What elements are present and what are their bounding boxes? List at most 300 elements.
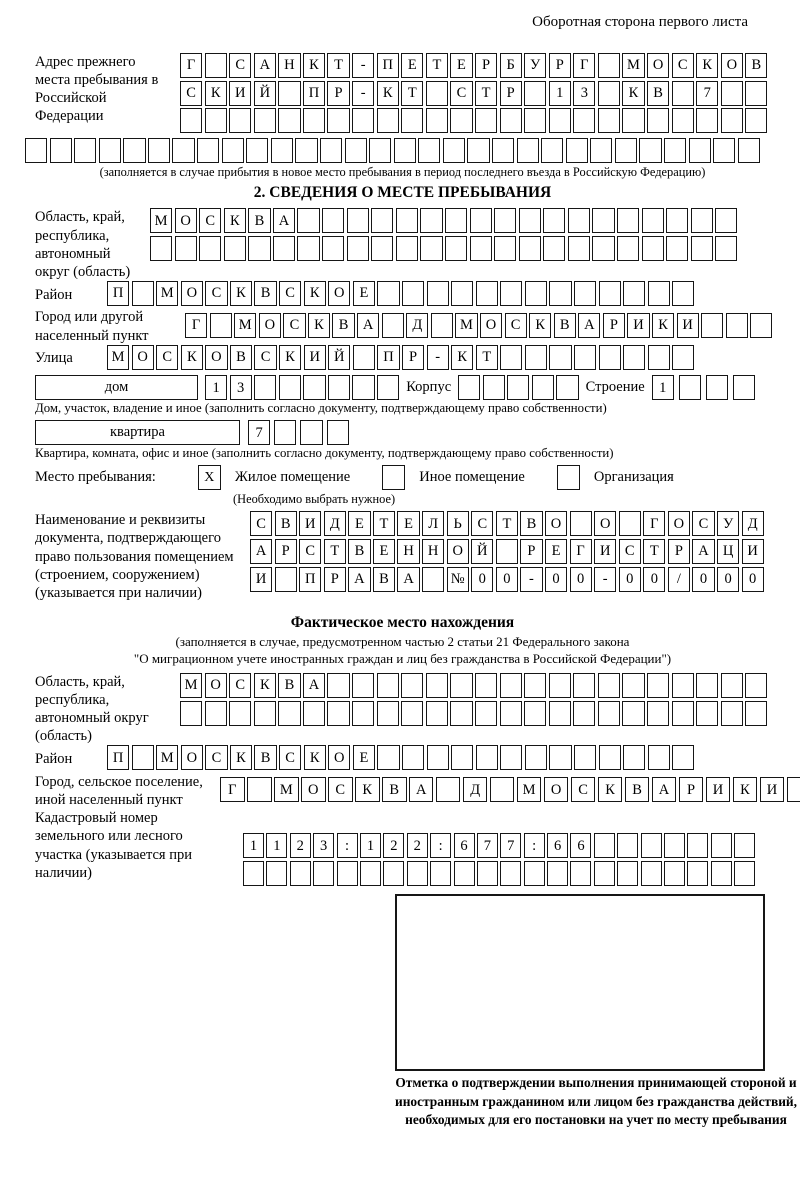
form-cell[interactable]: : <box>430 833 451 858</box>
form-cell[interactable]: М <box>180 673 202 698</box>
form-cell[interactable] <box>278 81 300 106</box>
form-cell[interactable] <box>517 138 539 163</box>
form-cell[interactable] <box>687 833 708 858</box>
form-cell[interactable]: С <box>279 745 301 770</box>
form-cell[interactable]: Т <box>496 511 518 536</box>
form-cell[interactable]: В <box>382 777 407 802</box>
form-cell[interactable] <box>691 208 713 233</box>
form-cell[interactable]: К <box>733 777 758 802</box>
form-cell[interactable]: К <box>279 345 301 370</box>
form-cell[interactable] <box>383 861 404 886</box>
form-cell[interactable]: Г <box>573 53 595 78</box>
form-cell[interactable]: С <box>450 81 472 106</box>
form-cell[interactable] <box>549 281 571 306</box>
form-cell[interactable] <box>617 861 638 886</box>
form-cell[interactable]: О <box>447 539 469 564</box>
form-cell[interactable]: Р <box>475 53 497 78</box>
form-cell[interactable]: 1 <box>266 833 287 858</box>
form-cell[interactable] <box>599 281 621 306</box>
form-cell[interactable] <box>598 81 620 106</box>
form-cell[interactable] <box>549 745 571 770</box>
form-cell[interactable]: С <box>279 281 301 306</box>
form-cell[interactable]: - <box>520 567 542 592</box>
form-cell[interactable]: О <box>594 511 616 536</box>
form-cell[interactable] <box>74 138 96 163</box>
form-cell[interactable]: А <box>397 567 419 592</box>
form-cell[interactable]: 0 <box>717 567 739 592</box>
form-cell[interactable]: В <box>230 345 252 370</box>
form-cell[interactable]: М <box>107 345 129 370</box>
form-cell[interactable]: В <box>647 81 669 106</box>
form-cell[interactable] <box>445 236 467 261</box>
form-cell[interactable] <box>622 673 644 698</box>
form-cell[interactable] <box>303 108 325 133</box>
form-cell[interactable]: - <box>352 81 374 106</box>
form-cell[interactable]: С <box>229 673 251 698</box>
form-cell[interactable] <box>615 138 637 163</box>
form-cell[interactable] <box>733 375 755 400</box>
form-cell[interactable] <box>525 345 547 370</box>
form-cell[interactable]: Р <box>668 539 690 564</box>
form-cell[interactable] <box>382 313 404 338</box>
form-cell[interactable] <box>566 138 588 163</box>
form-cell[interactable] <box>224 236 246 261</box>
form-cell[interactable] <box>599 745 621 770</box>
form-cell[interactable]: С <box>250 511 272 536</box>
form-cell[interactable] <box>445 208 467 233</box>
form-cell[interactable] <box>734 833 755 858</box>
form-cell[interactable]: О <box>545 511 567 536</box>
form-cell[interactable] <box>622 701 644 726</box>
form-cell[interactable]: О <box>259 313 281 338</box>
form-cell[interactable]: Е <box>545 539 567 564</box>
form-cell[interactable] <box>243 861 264 886</box>
form-cell[interactable] <box>524 701 546 726</box>
form-cell[interactable]: 1 <box>652 375 674 400</box>
form-cell[interactable]: 2 <box>290 833 311 858</box>
form-cell[interactable]: А <box>578 313 600 338</box>
form-cell[interactable]: П <box>299 567 321 592</box>
form-cell[interactable]: Е <box>353 745 375 770</box>
form-cell[interactable] <box>470 208 492 233</box>
form-cell[interactable]: К <box>230 745 252 770</box>
form-cell[interactable] <box>402 745 424 770</box>
form-cell[interactable] <box>450 673 472 698</box>
form-cell[interactable]: Е <box>373 539 395 564</box>
form-cell[interactable] <box>199 236 221 261</box>
form-cell[interactable]: С <box>205 281 227 306</box>
form-cell[interactable] <box>426 701 448 726</box>
form-cell[interactable] <box>401 673 423 698</box>
form-cell[interactable]: И <box>627 313 649 338</box>
form-cell[interactable] <box>648 745 670 770</box>
form-cell[interactable]: А <box>254 53 276 78</box>
form-cell[interactable] <box>507 375 529 400</box>
form-cell[interactable]: В <box>745 53 767 78</box>
form-cell[interactable] <box>407 861 428 886</box>
form-cell[interactable] <box>273 236 295 261</box>
form-cell[interactable] <box>715 236 737 261</box>
form-cell[interactable] <box>642 236 664 261</box>
form-cell[interactable]: Й <box>328 345 350 370</box>
form-cell[interactable]: Н <box>397 539 419 564</box>
form-cell[interactable]: 0 <box>496 567 518 592</box>
form-cell[interactable] <box>422 567 444 592</box>
form-cell[interactable]: С <box>672 53 694 78</box>
form-cell[interactable] <box>672 673 694 698</box>
form-cell[interactable]: Р <box>549 53 571 78</box>
form-cell[interactable] <box>148 138 170 163</box>
form-cell[interactable] <box>320 138 342 163</box>
form-cell[interactable] <box>254 108 276 133</box>
form-cell[interactable]: О <box>328 281 350 306</box>
form-cell[interactable] <box>327 420 349 445</box>
form-cell[interactable] <box>427 745 449 770</box>
form-cell[interactable]: 0 <box>619 567 641 592</box>
form-cell[interactable] <box>436 777 461 802</box>
form-cell[interactable] <box>574 745 596 770</box>
form-cell[interactable] <box>500 345 522 370</box>
form-cell[interactable]: Д <box>324 511 346 536</box>
form-cell[interactable]: Р <box>275 539 297 564</box>
form-cell[interactable] <box>430 861 451 886</box>
form-cell[interactable]: П <box>107 281 129 306</box>
form-cell[interactable]: Р <box>402 345 424 370</box>
form-cell[interactable] <box>500 673 522 698</box>
form-cell[interactable] <box>543 208 565 233</box>
form-cell[interactable] <box>696 108 718 133</box>
form-cell[interactable]: Т <box>475 81 497 106</box>
form-cell[interactable] <box>648 345 670 370</box>
form-cell[interactable] <box>278 701 300 726</box>
form-cell[interactable]: И <box>229 81 251 106</box>
form-cell[interactable] <box>254 701 276 726</box>
form-cell[interactable]: А <box>692 539 714 564</box>
form-cell[interactable]: Л <box>422 511 444 536</box>
form-cell[interactable] <box>377 745 399 770</box>
form-cell[interactable] <box>574 281 596 306</box>
apartment-box-label[interactable]: квартира <box>35 420 240 445</box>
form-cell[interactable] <box>377 108 399 133</box>
form-cell[interactable]: К <box>598 777 623 802</box>
form-cell[interactable]: К <box>303 53 325 78</box>
form-cell[interactable] <box>556 375 578 400</box>
form-cell[interactable]: И <box>742 539 764 564</box>
form-cell[interactable] <box>721 81 743 106</box>
form-cell[interactable] <box>672 108 694 133</box>
house-box-label[interactable]: дом <box>35 375 198 400</box>
form-cell[interactable]: Ь <box>447 511 469 536</box>
form-cell[interactable] <box>787 777 800 802</box>
form-cell[interactable] <box>549 345 571 370</box>
form-cell[interactable]: С <box>199 208 221 233</box>
form-cell[interactable] <box>570 511 592 536</box>
form-cell[interactable] <box>477 861 498 886</box>
form-cell[interactable]: О <box>668 511 690 536</box>
form-cell[interactable]: № <box>447 567 469 592</box>
form-cell[interactable]: Д <box>463 777 488 802</box>
form-cell[interactable]: 0 <box>692 567 714 592</box>
form-cell[interactable]: - <box>352 53 374 78</box>
form-cell[interactable] <box>713 138 735 163</box>
form-cell[interactable] <box>639 138 661 163</box>
form-cell[interactable]: Т <box>401 81 423 106</box>
form-cell[interactable]: К <box>451 345 473 370</box>
form-cell[interactable]: 7 <box>500 833 521 858</box>
form-cell[interactable]: С <box>283 313 305 338</box>
form-cell[interactable]: 0 <box>742 567 764 592</box>
form-cell[interactable]: П <box>377 345 399 370</box>
stay-type-checkbox-organization[interactable] <box>557 465 580 490</box>
form-cell[interactable]: П <box>303 81 325 106</box>
form-cell[interactable] <box>689 138 711 163</box>
form-cell[interactable] <box>426 673 448 698</box>
form-cell[interactable]: О <box>205 345 227 370</box>
form-cell[interactable] <box>594 861 615 886</box>
form-cell[interactable] <box>290 861 311 886</box>
form-cell[interactable] <box>297 236 319 261</box>
form-cell[interactable]: А <box>250 539 272 564</box>
form-cell[interactable] <box>568 208 590 233</box>
form-cell[interactable] <box>664 861 685 886</box>
form-cell[interactable]: М <box>234 313 256 338</box>
form-cell[interactable]: О <box>181 745 203 770</box>
form-cell[interactable] <box>647 701 669 726</box>
form-cell[interactable] <box>352 108 374 133</box>
form-cell[interactable]: С <box>205 745 227 770</box>
form-cell[interactable]: М <box>274 777 299 802</box>
form-cell[interactable] <box>420 236 442 261</box>
form-cell[interactable]: Т <box>476 345 498 370</box>
form-cell[interactable] <box>377 375 399 400</box>
form-cell[interactable] <box>648 281 670 306</box>
form-cell[interactable] <box>598 701 620 726</box>
form-cell[interactable] <box>672 701 694 726</box>
form-cell[interactable]: С <box>299 539 321 564</box>
form-cell[interactable]: 3 <box>313 833 334 858</box>
form-cell[interactable]: : <box>524 833 545 858</box>
form-cell[interactable] <box>345 138 367 163</box>
form-cell[interactable]: - <box>427 345 449 370</box>
form-cell[interactable] <box>711 833 732 858</box>
form-cell[interactable]: У <box>717 511 739 536</box>
form-cell[interactable] <box>687 861 708 886</box>
form-cell[interactable]: 6 <box>570 833 591 858</box>
form-cell[interactable] <box>500 281 522 306</box>
form-cell[interactable]: 0 <box>570 567 592 592</box>
form-cell[interactable] <box>197 138 219 163</box>
form-cell[interactable]: К <box>622 81 644 106</box>
form-cell[interactable] <box>175 236 197 261</box>
form-cell[interactable] <box>672 345 694 370</box>
form-cell[interactable] <box>617 208 639 233</box>
form-cell[interactable] <box>458 375 480 400</box>
form-cell[interactable] <box>401 108 423 133</box>
form-cell[interactable]: У <box>524 53 546 78</box>
form-cell[interactable] <box>721 108 743 133</box>
form-cell[interactable]: А <box>357 313 379 338</box>
form-cell[interactable]: М <box>150 208 172 233</box>
form-cell[interactable]: С <box>328 777 353 802</box>
form-cell[interactable]: Р <box>679 777 704 802</box>
form-cell[interactable] <box>641 861 662 886</box>
form-cell[interactable]: 1 <box>360 833 381 858</box>
form-cell[interactable]: И <box>594 539 616 564</box>
form-cell[interactable] <box>327 108 349 133</box>
form-cell[interactable] <box>25 138 47 163</box>
form-cell[interactable] <box>623 345 645 370</box>
form-cell[interactable] <box>271 138 293 163</box>
form-cell[interactable] <box>490 777 515 802</box>
form-cell[interactable]: Т <box>327 53 349 78</box>
form-cell[interactable]: К <box>377 81 399 106</box>
form-cell[interactable] <box>573 673 595 698</box>
form-cell[interactable] <box>297 208 319 233</box>
form-cell[interactable]: Т <box>426 53 448 78</box>
form-cell[interactable] <box>210 313 232 338</box>
form-cell[interactable] <box>568 236 590 261</box>
form-cell[interactable] <box>647 673 669 698</box>
form-cell[interactable]: 6 <box>454 833 475 858</box>
form-cell[interactable] <box>598 673 620 698</box>
form-cell[interactable] <box>371 208 393 233</box>
form-cell[interactable] <box>396 236 418 261</box>
form-cell[interactable]: Г <box>643 511 665 536</box>
form-cell[interactable] <box>394 138 416 163</box>
form-cell[interactable]: К <box>304 745 326 770</box>
form-cell[interactable] <box>450 701 472 726</box>
form-cell[interactable] <box>598 53 620 78</box>
form-cell[interactable] <box>711 861 732 886</box>
form-cell[interactable] <box>500 861 521 886</box>
form-cell[interactable] <box>622 108 644 133</box>
form-cell[interactable]: Е <box>401 53 423 78</box>
form-cell[interactable]: В <box>625 777 650 802</box>
form-cell[interactable] <box>303 375 325 400</box>
form-cell[interactable] <box>745 673 767 698</box>
form-cell[interactable] <box>617 236 639 261</box>
form-cell[interactable] <box>353 345 375 370</box>
form-cell[interactable]: Т <box>324 539 346 564</box>
form-cell[interactable] <box>402 281 424 306</box>
form-cell[interactable] <box>328 375 350 400</box>
form-cell[interactable] <box>377 701 399 726</box>
form-cell[interactable]: С <box>505 313 527 338</box>
form-cell[interactable] <box>696 673 718 698</box>
form-cell[interactable]: О <box>480 313 502 338</box>
form-cell[interactable] <box>672 745 694 770</box>
form-cell[interactable]: Д <box>742 511 764 536</box>
form-cell[interactable]: Г <box>180 53 202 78</box>
form-cell[interactable]: И <box>304 345 326 370</box>
form-cell[interactable]: Б <box>500 53 522 78</box>
form-cell[interactable] <box>274 420 296 445</box>
form-cell[interactable] <box>352 701 374 726</box>
form-cell[interactable]: И <box>760 777 785 802</box>
form-cell[interactable] <box>377 281 399 306</box>
form-cell[interactable]: Е <box>450 53 472 78</box>
form-cell[interactable] <box>476 745 498 770</box>
form-cell[interactable] <box>172 138 194 163</box>
form-cell[interactable]: В <box>254 745 276 770</box>
form-cell[interactable]: К <box>205 81 227 106</box>
form-cell[interactable]: В <box>254 281 276 306</box>
form-cell[interactable] <box>476 281 498 306</box>
form-cell[interactable]: А <box>348 567 370 592</box>
form-cell[interactable] <box>254 375 276 400</box>
form-cell[interactable] <box>598 108 620 133</box>
form-cell[interactable] <box>642 208 664 233</box>
form-cell[interactable]: М <box>622 53 644 78</box>
form-cell[interactable] <box>352 673 374 698</box>
form-cell[interactable] <box>418 138 440 163</box>
form-cell[interactable]: И <box>299 511 321 536</box>
form-cell[interactable]: Е <box>353 281 375 306</box>
form-cell[interactable] <box>377 673 399 698</box>
form-cell[interactable]: О <box>544 777 569 802</box>
form-cell[interactable] <box>745 108 767 133</box>
form-cell[interactable]: И <box>677 313 699 338</box>
confirmation-mark-box[interactable] <box>395 894 765 1071</box>
form-cell[interactable] <box>229 701 251 726</box>
form-cell[interactable] <box>524 81 546 106</box>
form-cell[interactable] <box>360 861 381 886</box>
form-cell[interactable] <box>222 138 244 163</box>
form-cell[interactable] <box>401 701 423 726</box>
form-cell[interactable]: В <box>554 313 576 338</box>
form-cell[interactable] <box>721 701 743 726</box>
form-cell[interactable]: И <box>250 567 272 592</box>
form-cell[interactable] <box>573 701 595 726</box>
form-cell[interactable]: 7 <box>248 420 270 445</box>
form-cell[interactable] <box>205 108 227 133</box>
form-cell[interactable]: Г <box>570 539 592 564</box>
form-cell[interactable] <box>519 208 541 233</box>
form-cell[interactable]: М <box>517 777 542 802</box>
form-cell[interactable] <box>524 673 546 698</box>
form-cell[interactable] <box>715 208 737 233</box>
form-cell[interactable]: Р <box>520 539 542 564</box>
form-cell[interactable] <box>454 861 475 886</box>
form-cell[interactable] <box>279 375 301 400</box>
form-cell[interactable]: Н <box>278 53 300 78</box>
form-cell[interactable]: К <box>304 281 326 306</box>
form-cell[interactable] <box>278 108 300 133</box>
form-cell[interactable]: О <box>181 281 203 306</box>
form-cell[interactable]: 1 <box>549 81 571 106</box>
form-cell[interactable] <box>475 673 497 698</box>
form-cell[interactable]: О <box>301 777 326 802</box>
form-cell[interactable]: С <box>156 345 178 370</box>
form-cell[interactable]: О <box>328 745 350 770</box>
form-cell[interactable] <box>451 281 473 306</box>
form-cell[interactable]: К <box>355 777 380 802</box>
form-cell[interactable]: 0 <box>471 567 493 592</box>
form-cell[interactable]: Т <box>373 511 395 536</box>
form-cell[interactable] <box>313 861 334 886</box>
form-cell[interactable] <box>696 701 718 726</box>
form-cell[interactable] <box>347 208 369 233</box>
form-cell[interactable]: В <box>520 511 542 536</box>
form-cell[interactable] <box>123 138 145 163</box>
form-cell[interactable] <box>337 861 358 886</box>
form-cell[interactable] <box>647 108 669 133</box>
form-cell[interactable] <box>672 81 694 106</box>
form-cell[interactable]: 0 <box>545 567 567 592</box>
form-cell[interactable] <box>619 511 641 536</box>
form-cell[interactable]: О <box>175 208 197 233</box>
form-cell[interactable]: К <box>230 281 252 306</box>
